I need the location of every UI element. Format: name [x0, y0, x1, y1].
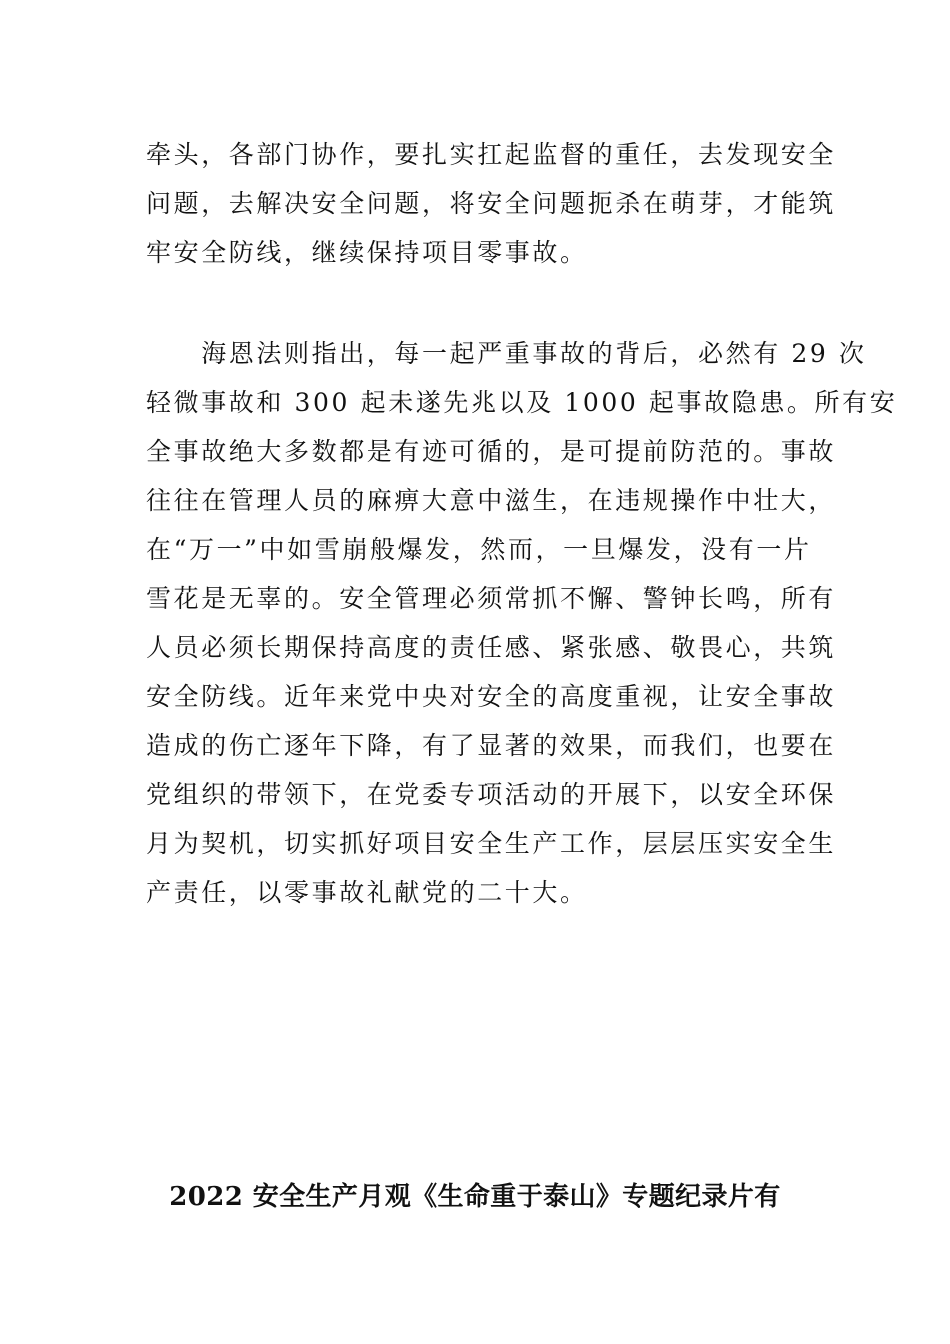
- text-line: 牢安全防线，继续保持项目零事故。: [146, 238, 588, 267]
- text-line: 产责任，以零事故礼献党的二十大。: [146, 878, 588, 907]
- body-paragraph: [146, 329, 898, 917]
- text-line: 轻微事故和 300 起未遂先兆以及 1000 起事故隐患。所有安: [146, 388, 898, 417]
- body-paragraph: [146, 130, 837, 277]
- text-line: 雪花是无辜的。安全管理必须常抓不懈、警钟长鸣，所有: [146, 584, 837, 613]
- text-line: 海恩法则指出，每一起严重事故的背后，必然有 29 次: [146, 339, 867, 368]
- section-heading: 2022 安全生产月观《生命重于泰山》专题纪录片有: [169, 1182, 781, 1212]
- text-line: 月为契机，切实抓好项目安全生产工作，层层压实安全生: [146, 829, 837, 858]
- text-line: 全事故绝大多数都是有迹可循的，是可提前防范的。事故: [146, 437, 837, 466]
- text-line: 人员必须长期保持高度的责任感、紧张感、敬畏心，共筑: [146, 633, 837, 662]
- text-line: 造成的伤亡逐年下降，有了显著的效果，而我们，也要在: [146, 731, 837, 760]
- text-line: 在“万一”中如雪崩般爆发，然而，一旦爆发，没有一片: [146, 535, 812, 564]
- text-line: 安全防线。近年来党中央对安全的高度重视，让安全事故: [146, 682, 837, 711]
- text-line: 往往在管理人员的麻痹大意中滋生，在违规操作中壮大，: [146, 486, 837, 515]
- text-line: 党组织的带领下，在党委专项活动的开展下，以安全环保: [146, 780, 837, 809]
- text-line: 牵头，各部门协作，要扎实扛起监督的重任，去发现安全: [146, 140, 837, 169]
- text-line: 问题，去解决安全问题，将安全问题扼杀在萌芽，才能筑: [146, 189, 837, 218]
